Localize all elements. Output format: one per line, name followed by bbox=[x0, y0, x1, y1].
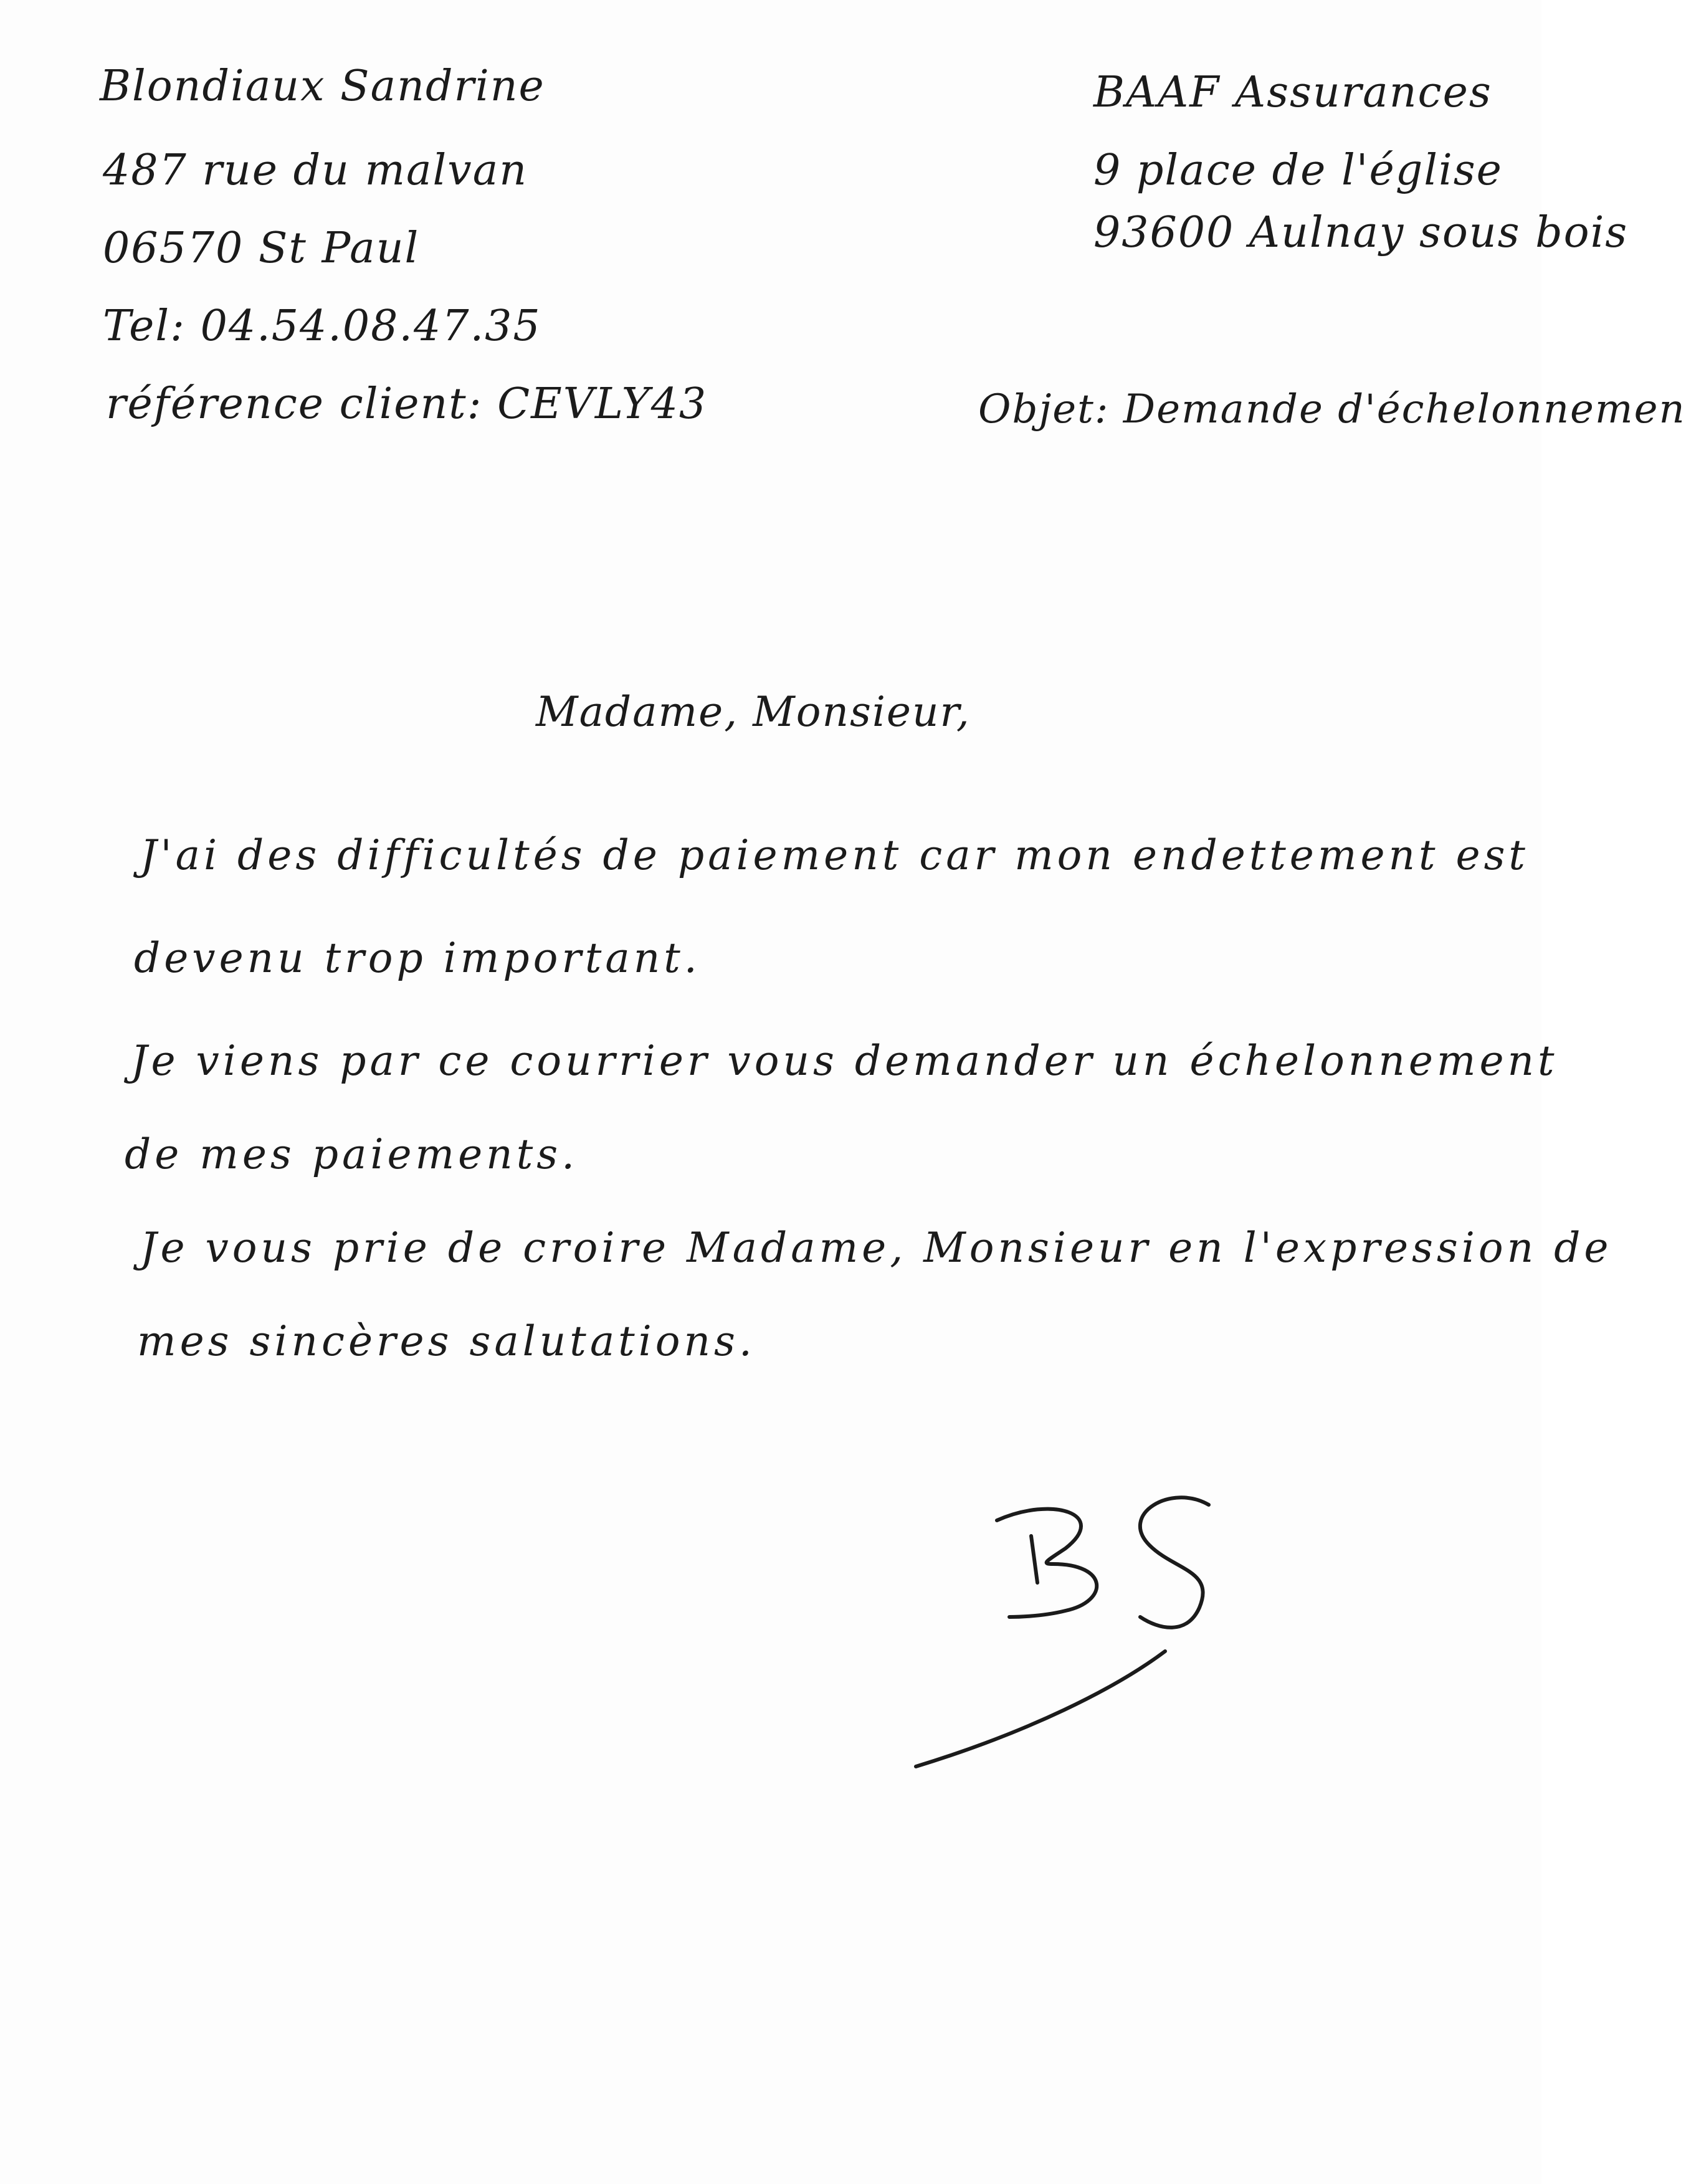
letter-subject: Objet: Demande d'échelonnemen bbox=[978, 386, 1686, 432]
sender-client-reference: référence client: CEVLY43 bbox=[106, 379, 708, 429]
sender-street: 487 rue du malvan bbox=[103, 146, 528, 195]
body-line: Je vous prie de croire Madame, Monsieur en l'expression de bbox=[140, 1224, 1612, 1272]
recipient-name: BAAF Assurances bbox=[1093, 68, 1492, 117]
recipient-city: 93600 Aulnay sous bois bbox=[1093, 208, 1629, 257]
recipient-street: 9 place de l'église bbox=[1093, 146, 1503, 195]
body-line: J'ai des difficultés de paiement car mon endettement est bbox=[140, 831, 1529, 879]
sender-name: Blondiaux Sandrine bbox=[100, 62, 545, 111]
salutation: Madame, Monsieur, bbox=[536, 688, 971, 736]
body-line: mes sincères salutations. bbox=[137, 1317, 756, 1365]
body-line: de mes paiements. bbox=[125, 1130, 579, 1178]
body-line: Je viens par ce courrier vous demander un échelonnement bbox=[131, 1037, 1558, 1085]
sender-phone: Tel: 04.54.08.47.35 bbox=[103, 302, 541, 351]
sender-city: 06570 St Paul bbox=[103, 224, 420, 273]
body-line: devenu trop important. bbox=[134, 934, 701, 982]
signature bbox=[903, 1477, 1240, 1770]
